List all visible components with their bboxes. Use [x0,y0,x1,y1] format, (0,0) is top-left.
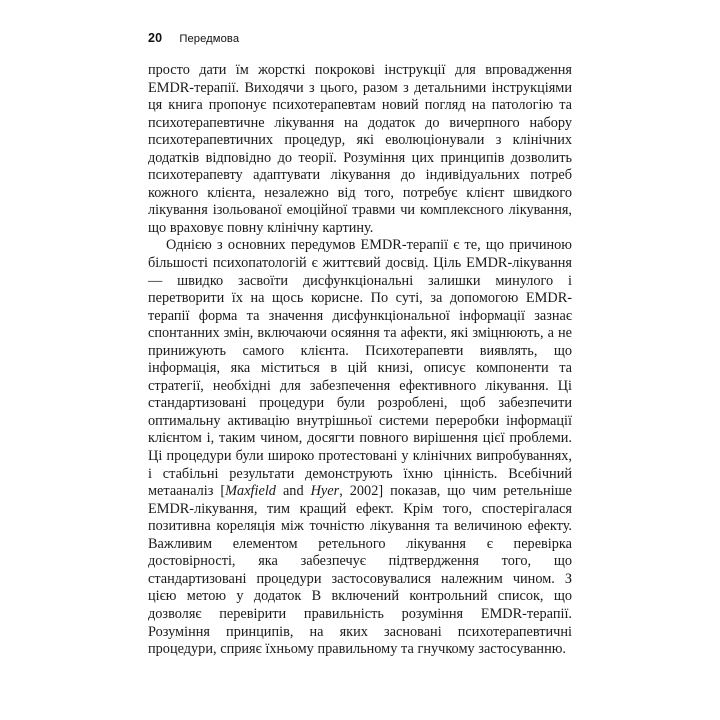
paragraph-2 [148,237,572,658]
page-number: 20 [148,31,163,45]
text-run-0: Однією з основних передумов EMDR-терапії є те, що причиною більшості психопатологій є життєвий досвід. Ціль EMDR-лікування — швидко засвоїти дисфункціональні залишки минулого і перетворити їх на щось корисне. По суті, за допомогою EMDR-терапії форма та значення дисфункціональної інформації зазнає спонтанних змін, включаючи осяяння та афекти, які зміцнюють, а не принижують самого клієнта. Психотерапевти виявлять, що інформація, яка міститься в цій книзі, описує компоненти та стратегії, необхідні для забезпечення ефективного лікування. Ці стандартизовані процедури були розроблені, щоб забезпечити оптимальну активацію внутрішньої системи переробки інформації клієнтом і, таким чином, досягти повного вирішення цієї проблеми. Ці процедури були широко протестовані у клінічних випробуваннях, і стабільні результати демонструють їхню цінність. Всебічний метааналіз [ [148,237,572,500]
citation-author-1: Maxfield [225,483,276,500]
citation-author-3: Hyer [310,483,340,500]
chapter-title: Передмова [179,33,240,45]
body-text-block [148,62,572,659]
text-run-4: , 2002] показав, що чим ретельніше EMDR-лікування, тим кращий ефект. Крім того, спостерігалася позитивна кореляція між точністю лікування та величиною ефекту. Важливим елементом ретельного лікування є перевірка достовірності, яка забезпечує підтвердження того, що стандартизовані процедури застосовувалися належним чином. З цією метою у додаток B включений контрольний список, що дозволяє перевірити правильність розуміння EMDR-терапії. Розуміння принципів, на яких засновані психотерапевтичні процедури, сприяє їхньому правильному та гнучкому застосуванню. [148,483,572,658]
text-run-2: and [275,483,311,500]
paragraph-1: просто дати їм жорсткі покрокові інструкції для впровадження EMDR-терапії. Виходячи з цього, разом з детальними інструкціями ця книга пропонує психотерапевтам новий погляд на патологію та психотерапевтичне лікування на додаток до вичерпного набору психотерапевтичних процедур, які еволюціонували з клінічних додатків відповідно до теорії. Розуміння цих принципів дозволить психотерапевту адаптувати лікування до індивідуальних потреб кожного клієнта, незалежно від того, потребує клієнт швидкого лікування ізольованої емоційної травми чи комплексного лікування, що враховує повну клінічну картину. [148,62,572,236]
running-head [148,31,239,45]
